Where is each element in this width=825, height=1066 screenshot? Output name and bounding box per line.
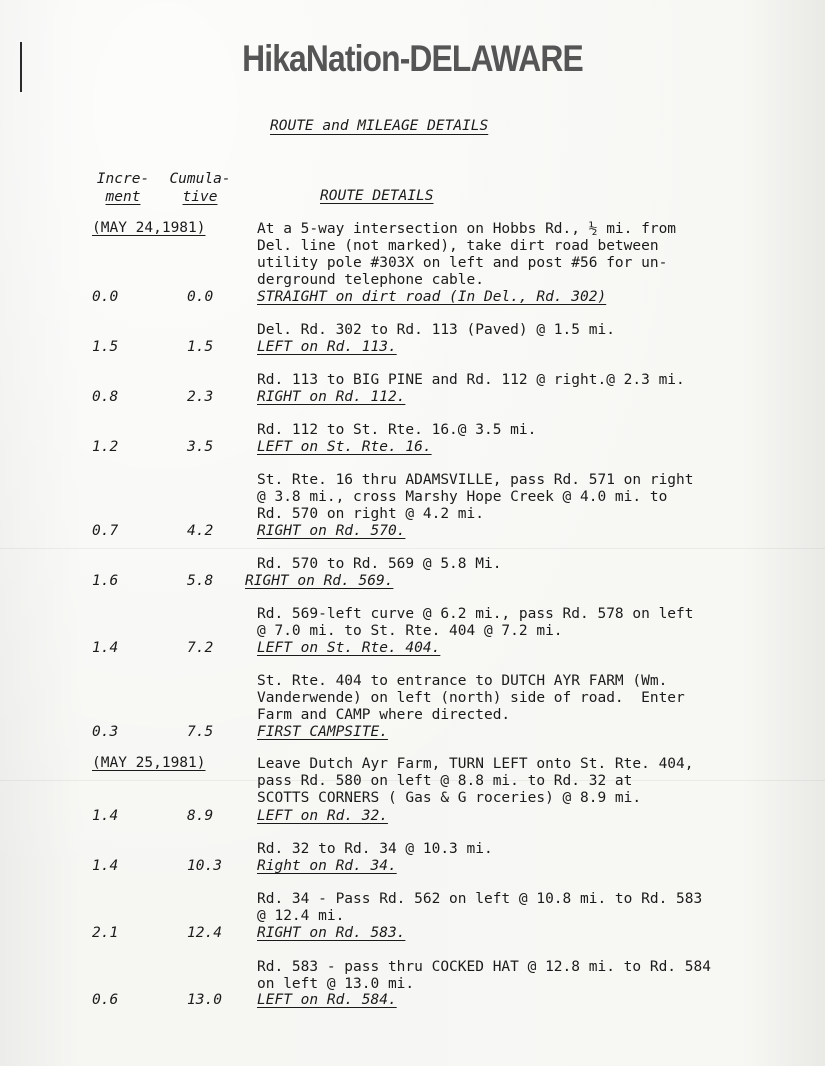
route-details-column-header: ROUTE DETAILS xyxy=(320,188,434,204)
route-entry-cumulative: 7.5 xyxy=(187,724,214,740)
route-entry-cumulative: 13.0 xyxy=(187,992,222,1008)
route-entry-details: At a 5-way intersection on Hobbs Rd., ½ mi. from Del. line (not marked), take dirt road between utility pole #303X on left and post #56 for un- derground telephone cable. xyxy=(257,221,677,288)
route-entry-increment: 1.5 xyxy=(92,339,119,355)
route-entry-details: Rd. 32 to Rd. 34 @ 10.3 mi. xyxy=(257,841,493,857)
route-entry-cumulative: 0.0 xyxy=(187,289,214,305)
route-entry-increment: 0.0 xyxy=(92,289,119,305)
route-entry-cumulative: 2.3 xyxy=(187,389,214,405)
route-entry-direction: RIGHT on Rd. 583. xyxy=(257,925,406,941)
route-entry-cumulative: 3.5 xyxy=(187,439,214,455)
date-may-25: (MAY 25,1981) xyxy=(92,755,206,771)
route-entry-details: St. Rte. 404 to entrance to DUTCH AYR FARM (Wm. Vanderwende) on left (north) side of road. Enter Farm and CAMP where directed. xyxy=(257,673,685,723)
route-entry-details: St. Rte. 16 thru ADAMSVILLE, pass Rd. 571 on right @ 3.8 mi., cross Marshy Hope Creek @ 4.0 mi. to Rd. 570 on right @ 4.2 mi. xyxy=(257,472,694,522)
document-title: HikaNation-DELAWARE xyxy=(242,38,583,79)
increment-header-line1: Incre- xyxy=(96,171,150,187)
route-entry-details: Rd. 569-left curve @ 6.2 mi., pass Rd. 578 on left @ 7.0 mi. to St. Rte. 404 @ 7.2 mi. xyxy=(257,606,694,639)
route-entry-cumulative: 7.2 xyxy=(187,640,214,656)
increment-header-line2: ment xyxy=(105,189,141,205)
margin-mark xyxy=(20,42,22,92)
route-entry-details: Rd. 113 to BIG PINE and Rd. 112 @ right.@ 2.3 mi. xyxy=(257,372,685,388)
route-entry-details: Rd. 583 - pass thru COCKED HAT @ 12.8 mi. to Rd. 584 on left @ 13.0 mi. xyxy=(257,959,711,992)
route-entry-increment: 1.4 xyxy=(92,858,119,874)
route-entry-direction: RIGHT on Rd. 569. xyxy=(245,573,394,589)
route-entry-direction: Right on Rd. 34. xyxy=(257,858,397,874)
route-entry-increment: 0.7 xyxy=(92,523,119,539)
cumulative-header-line1: Cumula- xyxy=(169,171,231,187)
route-entry-increment: 1.4 xyxy=(92,640,119,656)
route-entry-details: Rd. 112 to St. Rte. 16.@ 3.5 mi. xyxy=(257,422,537,438)
section-title: ROUTE and MILEAGE DETAILS xyxy=(270,118,489,134)
route-entry-cumulative: 12.4 xyxy=(187,925,222,941)
cumulative-column-header xyxy=(160,170,240,206)
route-entry-increment: 0.8 xyxy=(92,389,119,405)
route-entry-cumulative: 4.2 xyxy=(187,523,214,539)
route-entry-details: Rd. 570 to Rd. 569 @ 5.8 Mi. xyxy=(257,556,502,572)
route-entry-direction: LEFT on Rd. 32. xyxy=(257,808,388,824)
date-may-24: (MAY 24,1981) xyxy=(92,220,206,236)
route-entry-cumulative: 8.9 xyxy=(187,808,214,824)
cumulative-header-line2: tive xyxy=(182,189,218,205)
increment-column-header xyxy=(88,170,158,206)
route-entry-details: Del. Rd. 302 to Rd. 113 (Paved) @ 1.5 mi. xyxy=(257,322,615,338)
route-entry-direction: STRAIGHT on dirt road (In Del., Rd. 302) xyxy=(257,289,607,305)
route-entry-direction: RIGHT on Rd. 570. xyxy=(257,523,406,539)
route-entry-details: Leave Dutch Ayr Farm, TURN LEFT onto St. Rte. 404, pass Rd. 580 on left @ 8.8 mi. to Rd. 32 at SCOTTS CORNERS ( Gas & G roceries) @ 8.9 mi. xyxy=(257,756,694,806)
route-entry-direction: RIGHT on Rd. 112. xyxy=(257,389,406,405)
route-entry-direction: FIRST CAMPSITE. xyxy=(257,724,388,740)
route-entry-increment: 0.6 xyxy=(92,992,119,1008)
route-entry-increment: 1.6 xyxy=(92,573,119,589)
route-entry-cumulative: 10.3 xyxy=(187,858,222,874)
route-entry-increment: 2.1 xyxy=(92,925,119,941)
route-entry-increment: 0.3 xyxy=(92,724,119,740)
route-entry-increment: 1.2 xyxy=(92,439,119,455)
route-entry-increment: 1.4 xyxy=(92,808,119,824)
route-entry-direction: LEFT on Rd. 113. xyxy=(257,339,397,355)
route-entry-direction: LEFT on Rd. 584. xyxy=(257,992,397,1008)
route-entry-cumulative: 5.8 xyxy=(187,573,214,589)
route-entry-details: Rd. 34 - Pass Rd. 562 on left @ 10.8 mi. to Rd. 583 @ 12.4 mi. xyxy=(257,891,703,924)
route-entry-cumulative: 1.5 xyxy=(187,339,214,355)
route-entry-direction: LEFT on St. Rte. 404. xyxy=(257,640,441,656)
route-entry-direction: LEFT on St. Rte. 16. xyxy=(257,439,432,455)
paper-fold xyxy=(0,548,825,549)
